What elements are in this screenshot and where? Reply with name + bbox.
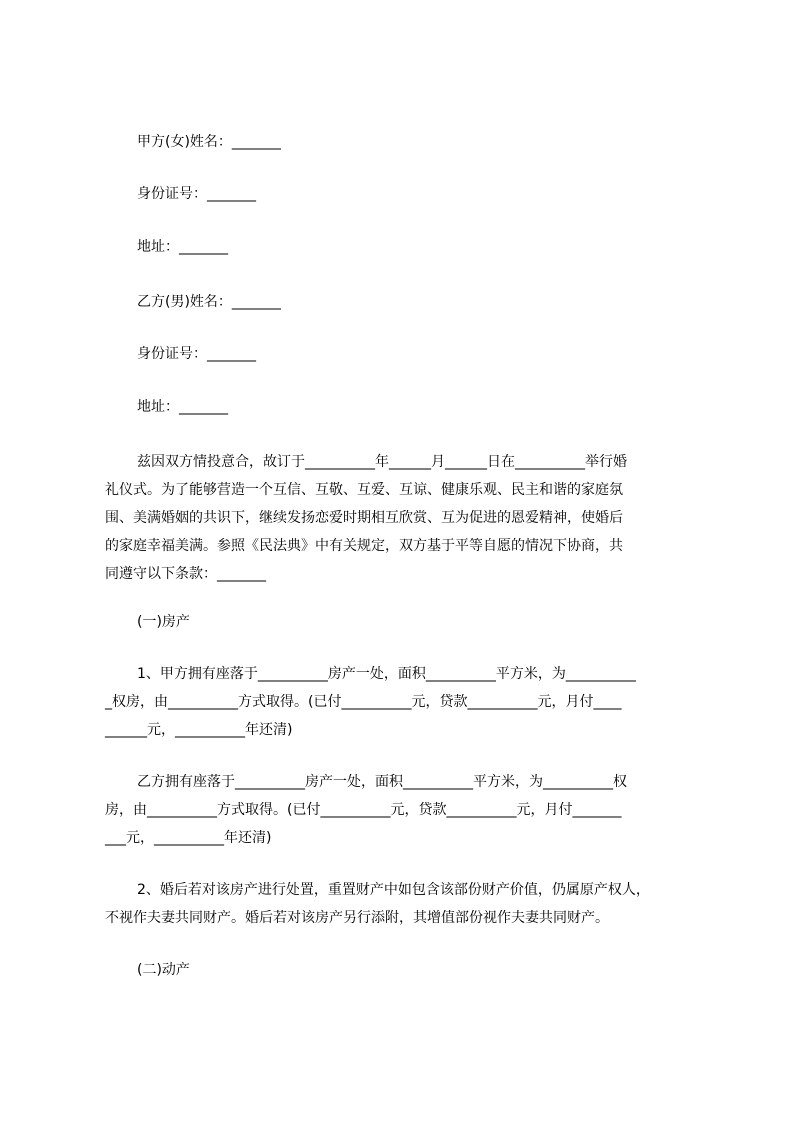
party-a-address-field: 地址：_______ bbox=[137, 239, 228, 255]
clause-line: 房，由__________方式取得。(已付__________元，贷款__________元，月付_______ bbox=[105, 802, 622, 818]
clause-line: 不视作夫妻共同财产。婚后若对该房产另行添附，其增值部份视作夫妻共同财产。 bbox=[105, 910, 609, 926]
preamble-line: 同遵守以下条款：_______ bbox=[105, 566, 266, 582]
section-heading-property: (一)房产 bbox=[137, 614, 190, 630]
preamble-line: 围、美满婚姻的共识下，继续发扬恋爱时期相互欣赏、互为促进的恩爱精神，使婚后 bbox=[105, 510, 623, 526]
clause-line: ______元，__________年还清) bbox=[105, 722, 293, 738]
clause-line: 1、甲方拥有座落于__________房产一处，面积__________平方米，为__________ bbox=[137, 666, 636, 682]
clause-line: _权房，由__________方式取得。(已付__________元，贷款__________元，月付____ bbox=[105, 694, 622, 710]
party-b-address-field: 地址：_______ bbox=[137, 399, 228, 415]
preamble-line: 兹因双方情投意合，故订于__________年______月______日在__________举行婚 bbox=[137, 454, 627, 470]
preamble-line: 的家庭幸福美满。参照《民法典》中有关规定，双方基于平等自愿的情况下协商，共 bbox=[105, 538, 623, 554]
clause-line: 2、婚后若对该房产进行处置，重置财产中如包含该部份财产价值，仍属原产权人， bbox=[137, 882, 650, 898]
preamble-line: 礼仪式。为了能够营造一个互信、互敬、互爱、互谅、健康乐观、民主和谐的家庭氛 bbox=[105, 482, 623, 498]
section-heading-movable-property: (二)动产 bbox=[137, 962, 190, 978]
party-b-id-field: 身份证号：_______ bbox=[137, 346, 256, 362]
party-b-name-field: 乙方(男)姓名：_______ bbox=[137, 294, 281, 310]
party-a-name-field: 甲方(女)姓名：_______ bbox=[137, 134, 281, 150]
party-a-id-field: 身份证号：_______ bbox=[137, 186, 256, 202]
clause-line: ___元，__________年还清) bbox=[105, 830, 272, 846]
clause-line: 乙方拥有座落于__________房产一处，面积__________平方米，为__________权 bbox=[137, 774, 627, 790]
